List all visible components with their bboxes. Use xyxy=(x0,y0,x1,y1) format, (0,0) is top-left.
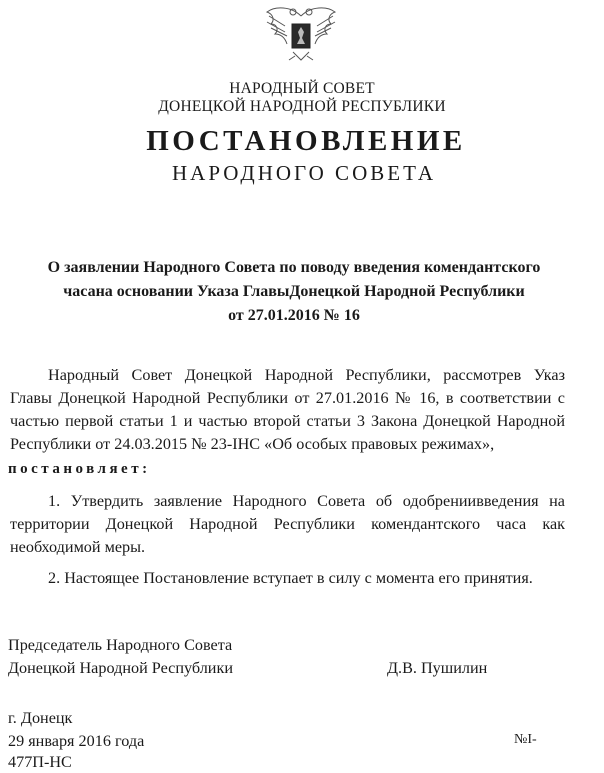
date: 29 января 2016 года xyxy=(8,732,145,750)
document-subtitle: НАРОДНОГО СОВЕТА xyxy=(171,161,437,185)
clause1-line1: 1. Утвердить заявление Народного Совета об одобрениивведения на xyxy=(48,492,565,510)
signatory-position-line2: Донецкой Народной Республики xyxy=(8,659,233,677)
preamble-line2: Главы Донецкой Народной Республики от 27.01.2016 № 16, в соответствии с xyxy=(10,389,565,407)
org-name-line2: ДОНЕЦКОЙ НАРОДНОЙ РЕСПУБЛИКИ xyxy=(158,98,446,115)
preamble-line3: частью первой статьи 1 и частью второй статьи 3 Закона Донецкой Народной xyxy=(10,412,565,430)
preamble-line1: Народный Совет Донецкой Народной Республики, рассмотрев Указ xyxy=(48,366,565,384)
signatory-name: Д.В. Пушилин xyxy=(387,659,488,677)
clause2-line1: 2. Настоящее Постановление вступает в силу с момента его принятия. xyxy=(48,569,533,587)
org-name-line1: НАРОДНЫЙ СОВЕТ xyxy=(229,80,375,97)
clause1-line2: территории Донецкой Народной Республики комендантского часа как xyxy=(10,515,565,533)
city: г. Донецк xyxy=(8,709,73,727)
document-title: ПОСТАНОВЛЕНИЕ xyxy=(146,125,466,157)
subject-line3: от 27.01.2016 № 16 xyxy=(228,307,360,324)
clause1-line3: необходимой меры. xyxy=(10,538,146,556)
document-number-prefix: №I- xyxy=(514,732,537,747)
signatory-position-line1: Председатель Народного Совета xyxy=(8,636,233,654)
preamble-line4: Республики от 24.03.2015 № 23-IНС «Об особых правовых режимах», xyxy=(10,435,495,453)
document-number: 477П-НС xyxy=(8,753,72,771)
subject-line1: О заявлении Народного Совета по поводу введения комендантского xyxy=(47,259,541,276)
decree-word: постановляет: xyxy=(8,461,151,477)
subject-line2: часана основании Указа ГлавыДонецкой Народной Республики xyxy=(63,283,525,300)
coat-of-arms-icon xyxy=(255,2,347,64)
